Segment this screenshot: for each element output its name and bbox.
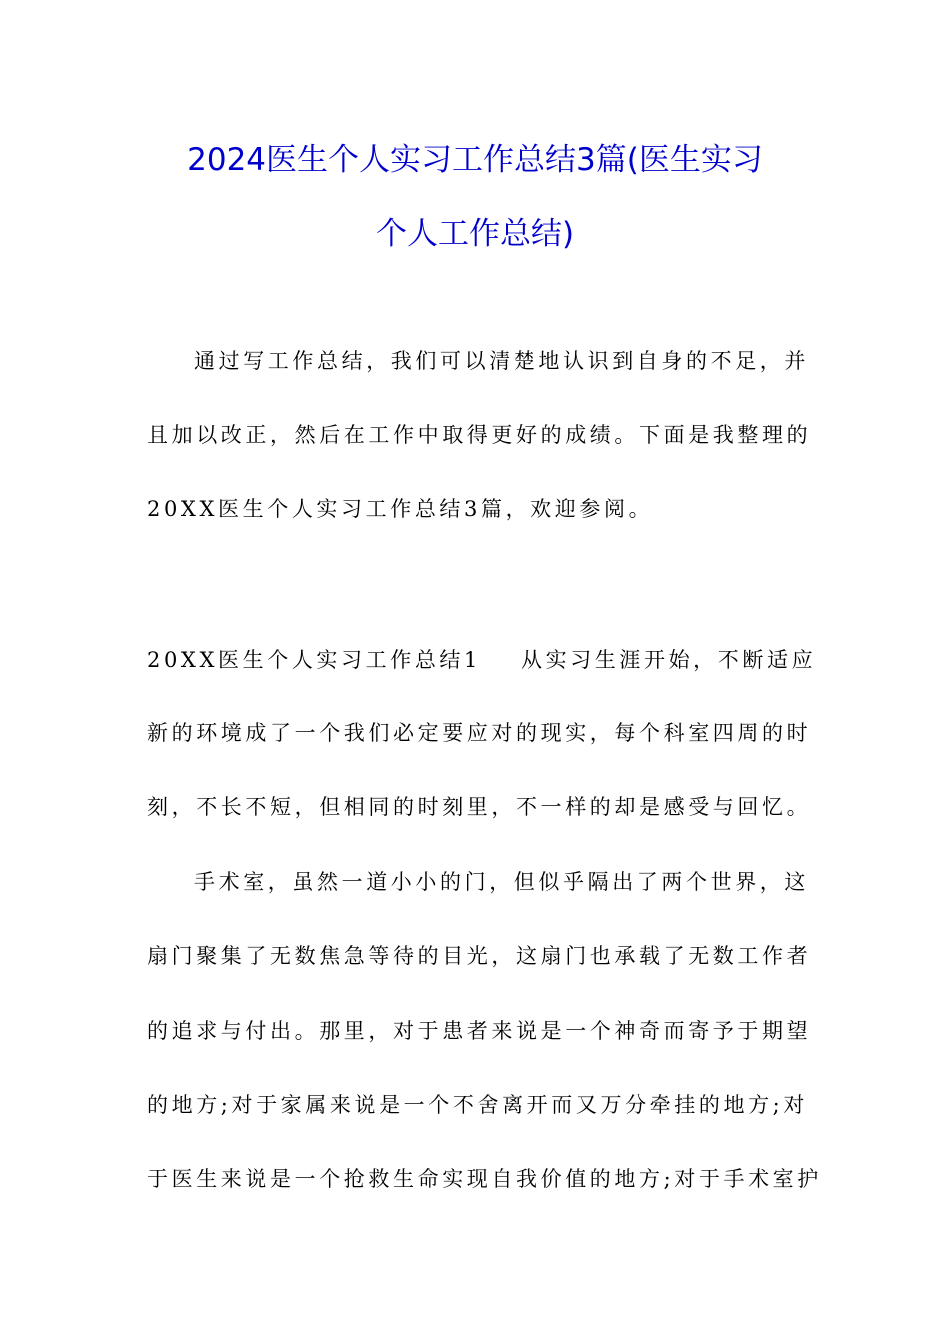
document-title-line-1: 2024医生个人实习工作总结3篇(医生实习 [187,142,763,178]
paragraph-2-line-4: 的地方;对于家属来说是一个不舍离开而又万分牵挂的地方;对 [147,1093,808,1117]
paragraph-2-line-5: 于医生来说是一个抢救生命实现自我价值的地方;对于手术室护 [147,1167,822,1191]
section-1-line-3: 刻，不长不短，但相同的时刻里，不一样的却是感受与回忆。 [147,795,812,819]
paragraph-2-line-2: 扇门聚集了无数焦急等待的目光，这扇门也承载了无数工作者 [147,944,812,968]
intro-line-1: 通过写工作总结，我们可以清楚地认识到自身的不足，并 [194,349,809,373]
section-1-first-line [147,648,817,672]
intro-line-2: 且加以改正，然后在工作中取得更好的成绩。下面是我整理的 [147,423,812,447]
section-1-heading: 20XX医生个人实习工作总结1 [147,648,481,672]
section-1-first-line-text: 从实习生涯开始，不断适应 [520,648,817,672]
intro-line-3: 20XX医生个人实习工作总结3篇，欢迎参阅。 [147,497,654,521]
document-title-line-2: 个人工作总结) [375,216,575,252]
section-1-line-2: 新的环境成了一个我们必定要应对的现实，每个科室四周的时 [147,721,812,745]
paragraph-2-line-1: 手术室，虽然一道小小的门，但似乎隔出了两个世界，这 [194,870,809,894]
paragraph-2-line-3: 的追求与付出。那里，对于患者来说是一个神奇而寄予于期望 [147,1019,812,1043]
